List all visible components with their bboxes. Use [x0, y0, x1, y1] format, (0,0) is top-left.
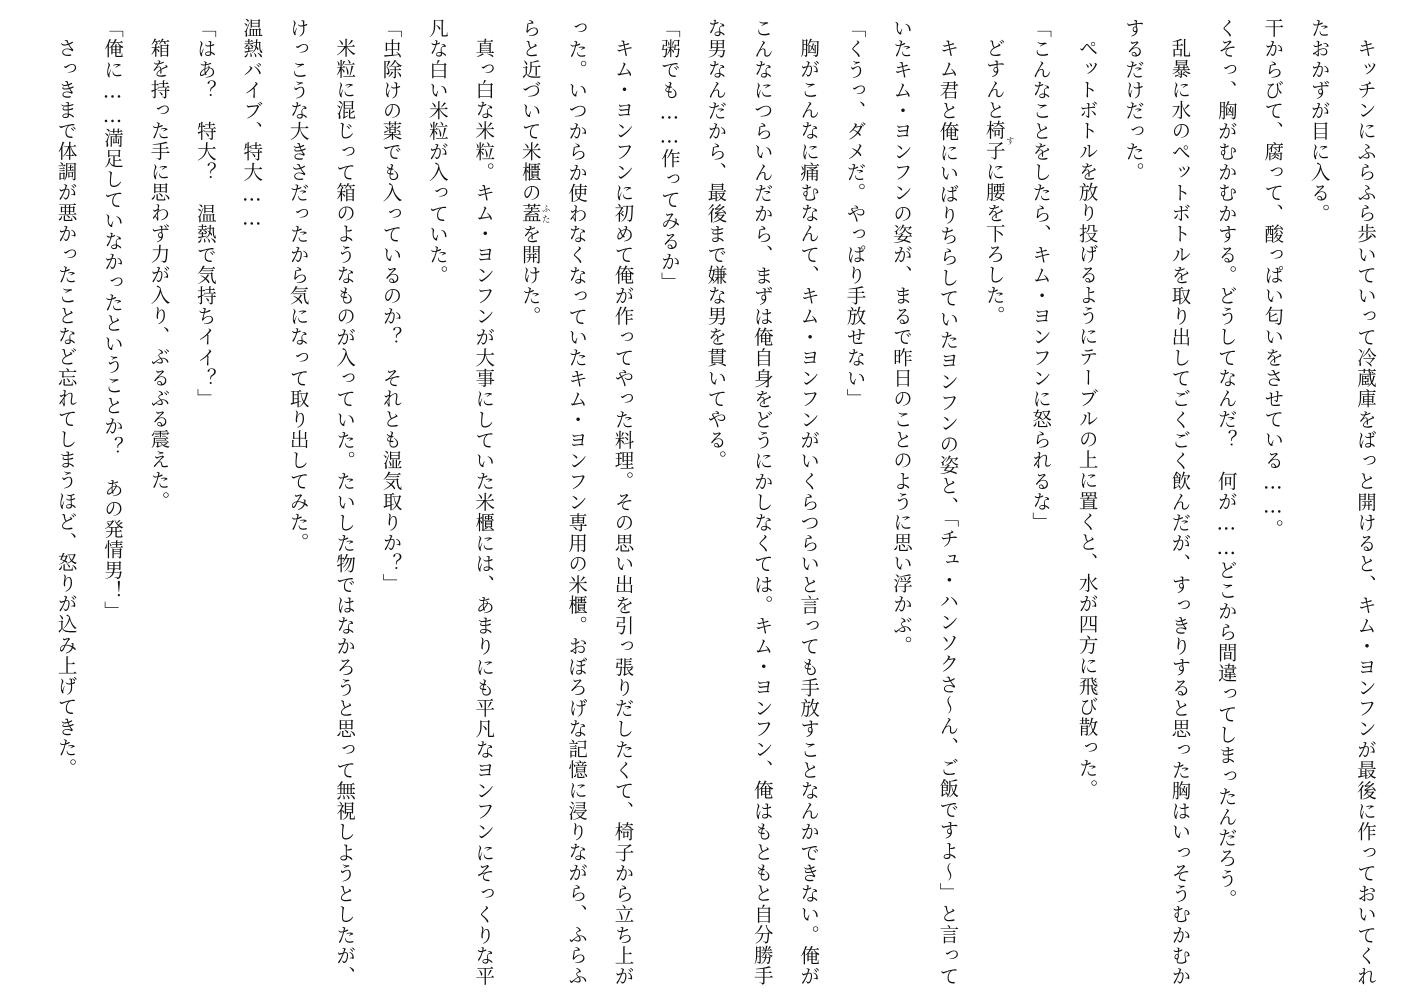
ruby-text: ふた	[540, 203, 551, 224]
paragraph: 干からびて、腐って、酸っぱい匂いをさせている……。	[1261, 18, 1285, 540]
paragraph: 温熱バイブ、特大……	[240, 18, 264, 231]
paragraph: 真っ白な米粒。キム・ヨンフンが大事にしていた米櫃には、あまりにも平凡なヨンフンにそっくりな平凡な白い米粒が入っていた。	[425, 18, 496, 986]
paragraph: 胸がこんなに痛むなんて、キム・ヨンフンがいくらつらいと言っても手放すことなんかできない。俺がこんなにつらいんだから、まずは俺自身をどうにかしなくては。キム・ヨンフン、俺はもともと自分勝手な男なんだから、最後まで嫌な男を貫いてやる。	[704, 18, 821, 986]
paragraph-dialogue: 「くうっ、ダメだ。やっぱり手放せない」	[843, 18, 867, 409]
paragraph-dialogue: 「俺に……満足していなかったということか？ あの発情男！」	[101, 18, 125, 622]
ruby-text: す	[1004, 119, 1015, 161]
paragraph: 乱暴に水のペットボトルを取り出してごくごく飲んだが、すっきりすると思った胸はいっそうむかむかするだけだった。	[1121, 18, 1192, 986]
paragraph: さっきまで体調が悪かったことなど忘れてしまうほど、怒りが込み上げてきた。	[54, 37, 78, 779]
paragraph: キム君と俺にいばりちらしていたヨンフンの姿と、「チュ・ハンソクさ～ん、ご飯ですよ～」と言っていたキム・ヨンフンの姿が、まるで昨日のことのように思い浮かぶ。	[889, 18, 960, 986]
paragraph-with-ruby: キム・ヨンフンに初めて俺が作ってやった料理。その思い出を引っ張りだしたくて、椅子から立ち上がった。いつからか使わなくなっていたキム・ヨンフン専用の米櫃。おぼろげな記憶に浸りながら、ふらふらと近づいて米櫃の蓋ふたを開けた。	[518, 18, 635, 986]
paragraph-with-ruby: どすんと椅子すに腰を下ろした。	[982, 37, 1015, 326]
ruby-annotation: 椅子す	[982, 119, 1015, 161]
paragraph: 箱を持った手に思わず力が入り、ぶるぶる震えた。	[147, 37, 171, 511]
paragraph: くそっ、胸がむかむかする。どうしてなんだ？ 何が……どこから間違ってしまったんだろう。	[1214, 18, 1238, 910]
paragraph: ペットボトルを放り投げるようにテーブルの上に置くと、水が四方に飛び散った。	[1075, 37, 1099, 799]
vertical-novel-text-body	[26, 18, 1388, 986]
paragraph-dialogue: 「粥でも……作ってみるか」	[657, 18, 681, 293]
paragraph-dialogue: 「虫除けの薬でも入っているのか？ それとも湿気取りか？」	[379, 18, 403, 595]
ruby-annotation: 蓋ふた	[518, 203, 551, 224]
paragraph: キッチンにふらふら歩いていって冷蔵庫をばっと開けると、キム・ヨンフンが最後に作っておいてくれたおかずが目に入る。	[1307, 18, 1377, 986]
paragraph-dialogue: 「こんなことをしたら、キム・ヨンフンに怒られるな」	[1029, 18, 1053, 533]
paragraph-dialogue: 「はあ？ 特大？ 温熱で気持ちイイ？」	[193, 18, 217, 409]
paragraph: 米粒に混じって箱のようなものが入っていた。たいした物ではなかろうと思って無視しようとしたが、けっこうな大きさだったから気になって取り出してみた。	[286, 18, 357, 986]
